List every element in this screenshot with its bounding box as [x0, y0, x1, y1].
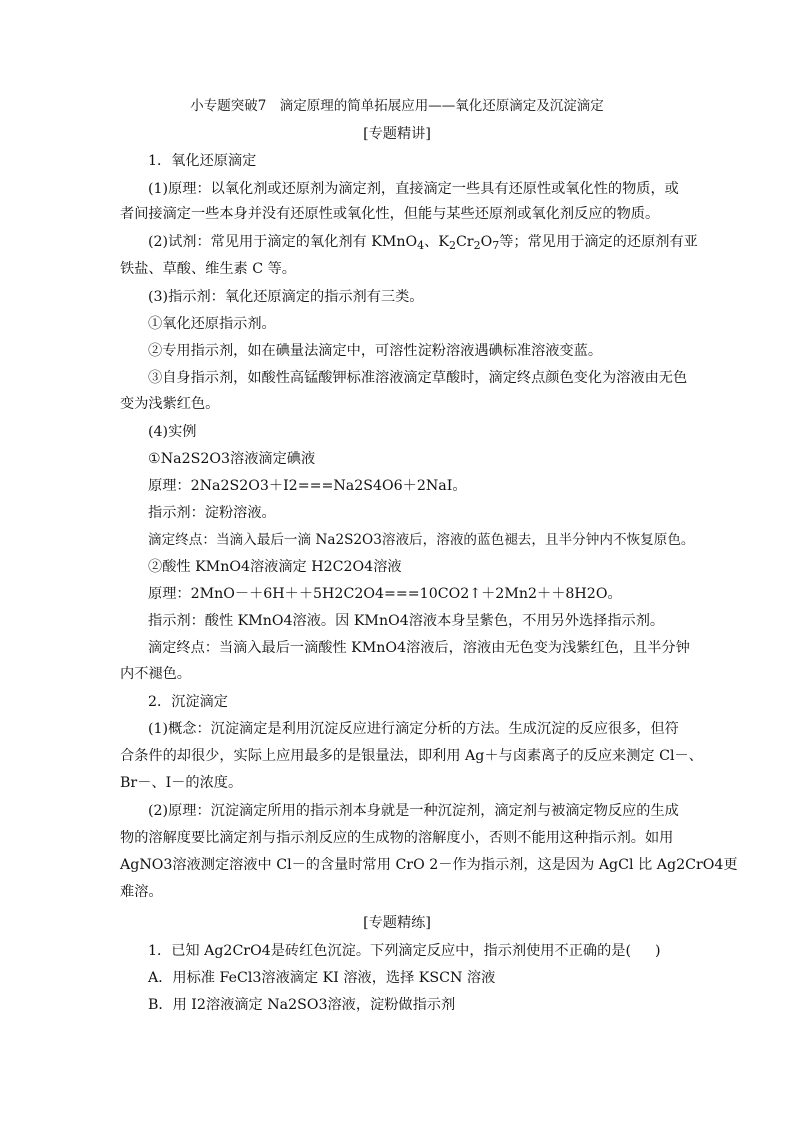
paragraph-line: AgNO3溶液测定溶液中 Cl－的含量时常用 CrO 2－作为指示剂，这是因为 AgCl 比 Ag2CrO4更 [120, 857, 738, 873]
paragraph-line: 滴定终点：当滴入最后一滴酸性 KMnO4溶液后，溶液由无色变为浅紫红色，且半分钟 [148, 640, 690, 656]
question-option-b: B．用 I2溶液滴定 Na2SO3溶液，淀粉做指示剂 [148, 997, 456, 1013]
paragraph-line: 指示剂：淀粉溶液。 [148, 505, 276, 521]
paragraph-line: (3)指示剂：氧化还原滴定的指示剂有三类。 [148, 289, 424, 305]
paragraph-line: 内不褪色。 [120, 666, 191, 682]
example-title: ①Na2S2O3溶液滴定碘液 [148, 451, 316, 467]
question-option-a: A．用标准 FeCl3溶液滴定 KI 溶液，选择 KSCN 溶液 [148, 970, 496, 986]
heading-redox-titration: 1．氧化还原滴定 [148, 153, 257, 169]
section-label-jinglian: [专题精练] [363, 915, 431, 931]
list-item: ①氧化还原指示剂。 [148, 316, 276, 332]
paragraph-line: Br－、I－的浓度。 [120, 775, 243, 791]
section-label-jingjiang: [专题精讲] [363, 126, 431, 142]
equation-line: 原理：2MnO－＋6H＋＋5H2C2O4===10CO2↑＋2Mn2＋＋8H2O。 [148, 586, 622, 602]
paragraph-line: (2)试剂：常见用于滴定的氧化剂有 KMnO$_4$、$K_2Cr_2O_7$等；常见用于滴定的还原剂有亚 [148, 234, 698, 252]
example-title: ②酸性 KMnO4溶液滴定 H2C2O4溶液 [148, 559, 402, 575]
paragraph-line: 指示剂：酸性 KMnO4溶液。因 KMnO4溶液本身呈紫色，不用另外选择指示剂。 [148, 613, 665, 629]
list-item: ②专用指示剂，如在碘量法滴定中，可溶性淀粉溶液遇碘标准溶液变蓝。 [148, 343, 603, 359]
paragraph-line: (4)实例 [148, 424, 197, 440]
paragraph-line: 合条件的却很少，实际上应用最多的是银量法，即利用 Ag＋与卤素离子的反应来测定 Cl－、 [120, 748, 703, 764]
paragraph-line: 物的溶解度要比滴定剂与指示剂反应的生成物的溶解度小，否则不能用这种指示剂。如用 [120, 830, 674, 846]
question-stem: 1．已知 Ag2CrO4是砖红色沉淀。下列滴定反应中，指示剂使用不正确的是( ) [148, 943, 661, 959]
paragraph-line: (1)概念：沉淀滴定是利用沉淀反应进行滴定分析的方法。生成沉淀的反应很多，但符 [148, 721, 679, 737]
paragraph-line: (2)原理：沉淀滴定所用的指示剂本身就是一种沉淀剂，滴定剂与被滴定物反应的生成 [148, 803, 679, 819]
heading-precipitation-titration: 2．沉淀滴定 [148, 694, 228, 710]
paragraph-line: 滴定终点：当滴入最后一滴 Na2S2O3溶液后，溶液的蓝色褪去，且半分钟内不恢复原色。 [148, 532, 695, 548]
paragraph-line: 者间接滴定一些本身并没有还原性或氧化性，但能与某些还原剂或氧化剂反应的物质。 [120, 206, 660, 222]
paragraph-line: (1)原理：以氧化剂或还原剂为滴定剂，直接滴定一些具有还原性或氧化性的物质，或 [148, 181, 679, 197]
paragraph-line: 铁盐、草酸、维生素 C 等。 [120, 261, 296, 277]
equation-line: 原理：2Na2S2O3＋I2===Na2S4O6＋2NaI。 [148, 478, 467, 494]
paragraph-line: 变为浅紫红色。 [120, 396, 220, 412]
list-item: ③自身指示剂，如酸性高锰酸钾标准溶液滴定草酸时，滴定终点颜色变化为溶液由无色 [148, 370, 688, 386]
paragraph-line: 难溶。 [120, 884, 163, 900]
page-title: 小专题突破7 滴定原理的简单拓展应用——氧化还原滴定及沉淀滴定 [190, 98, 604, 114]
